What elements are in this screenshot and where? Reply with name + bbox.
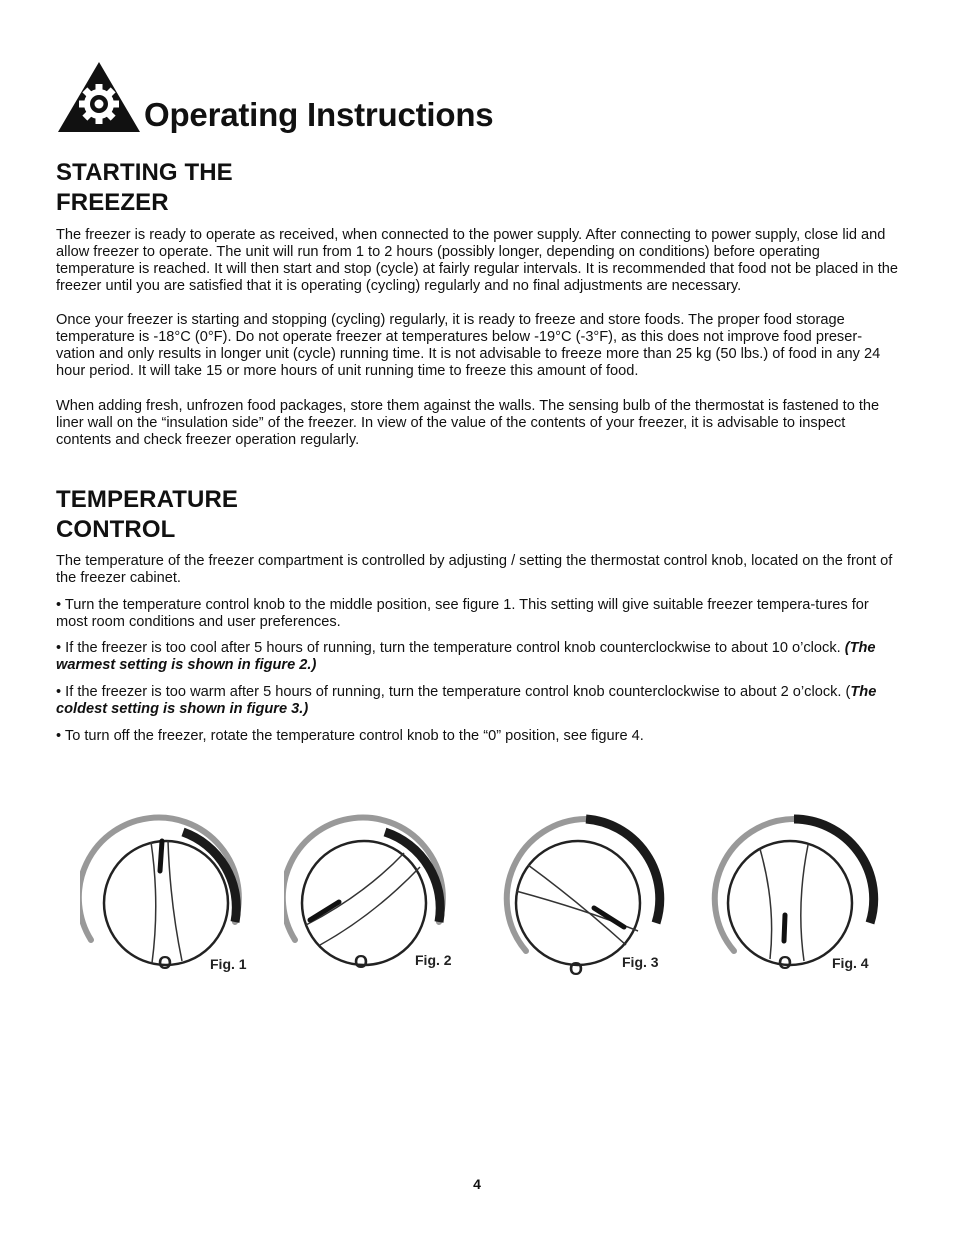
section-heading-starting — [56, 158, 233, 218]
bullet-text: • If the freezer is too cool after 5 hours of running, turn the temperature control knob counterclockwise to about 10 o’clock. — [56, 640, 845, 656]
bullet-item — [56, 684, 898, 718]
paragraph-starting-3: When adding fresh, unfrozen food packages, store them against the walls. The sensing bulb of the thermostat is fastened to the liner wall on the “insulation side” of the freezer. In view of the value of the contents of your freezer, it is advisable to inspect contents and check freezer operation regularly. — [56, 398, 880, 448]
figure-label: Fig. 3 — [622, 954, 659, 970]
heading-line-1: STARTING THE — [56, 159, 233, 186]
bullet-text: • To turn off the freezer, rotate the temperature control knob to the “0” position, see figure 4. — [56, 728, 644, 744]
thermostat-knob-figure-2 — [284, 805, 494, 995]
bullet-emphasis: (The warmest setting is shown in figure 2.) — [56, 640, 876, 673]
warning-triangle-gear-icon — [56, 60, 142, 134]
page-header — [56, 58, 916, 138]
figure-label: Fig. 1 — [210, 956, 247, 972]
zero-mark: O — [158, 953, 173, 973]
thermostat-knob-figure-4 — [704, 805, 914, 995]
bullet-item — [56, 597, 898, 631]
bullet-emphasis: The coldest setting is shown in figure 3.) — [56, 684, 877, 717]
section-heading-temperature — [56, 485, 238, 545]
bullet-text: • If the freezer is too warm after 5 hours of running, turn the temperature control knob counterclockwise to about 2 o’clock. ( — [56, 684, 851, 700]
thermostat-knob-figure-1 — [80, 805, 290, 995]
zero-mark: O — [778, 953, 793, 973]
zero-mark: O — [569, 959, 584, 979]
paragraph-temperature-intro: The temperature of the freezer compartment is controlled by adjusting / setting the thermostat control knob, located on the front of the freezer cabinet. — [56, 553, 893, 586]
thermostat-knob-figure-3 — [496, 805, 706, 995]
bullet-item — [56, 728, 898, 745]
thermostat-figures — [0, 805, 954, 995]
bullet-item — [56, 640, 898, 674]
figure-label: Fig. 4 — [832, 955, 869, 971]
heading-line-2: FREEZER — [56, 189, 169, 216]
bullet-text: • Turn the temperature control knob to the middle position, see figure 1. This setting will give suitable freezer tempera-tures for most room conditions and user preferences. — [56, 597, 869, 630]
heading-line-2: CONTROL — [56, 516, 176, 543]
page-title: Operating Instructions — [144, 96, 494, 133]
paragraph-starting-2: Once your freezer is starting and stopping (cycling) regularly, it is ready to freeze and store foods. The proper food storage temperature is -18°C (0°F). Do not operate freezer at temperatures below -19°C (-3°F), as this does not improve food preser-vation and only results in longer unit (cycle) running time. It is not advisable to freeze more than 25 kg (50 lbs.) of food in any 24 hour period. It will take 15 or more hours of unit running time to freeze this amount of food. — [56, 312, 881, 379]
paragraph-starting-1: The freezer is ready to operate as received, when connected to the power supply. After connecting to power supply, close lid and allow freezer to operate. The unit will run from 1 to 2 hours (possibly longer, depending on conditions) before operating temperature is reached. It will then start and stop (cycle) at fairly regular intervals. It is recommended that food not be placed in the freezer until you are satisfied that it is operating (cycling) regularly and no final adjustments are necessary. — [56, 227, 898, 294]
zero-mark: O — [354, 952, 369, 972]
heading-line-1: TEMPERATURE — [56, 486, 238, 513]
figure-label: Fig. 2 — [415, 952, 452, 968]
page-number: 4 — [473, 1176, 481, 1192]
